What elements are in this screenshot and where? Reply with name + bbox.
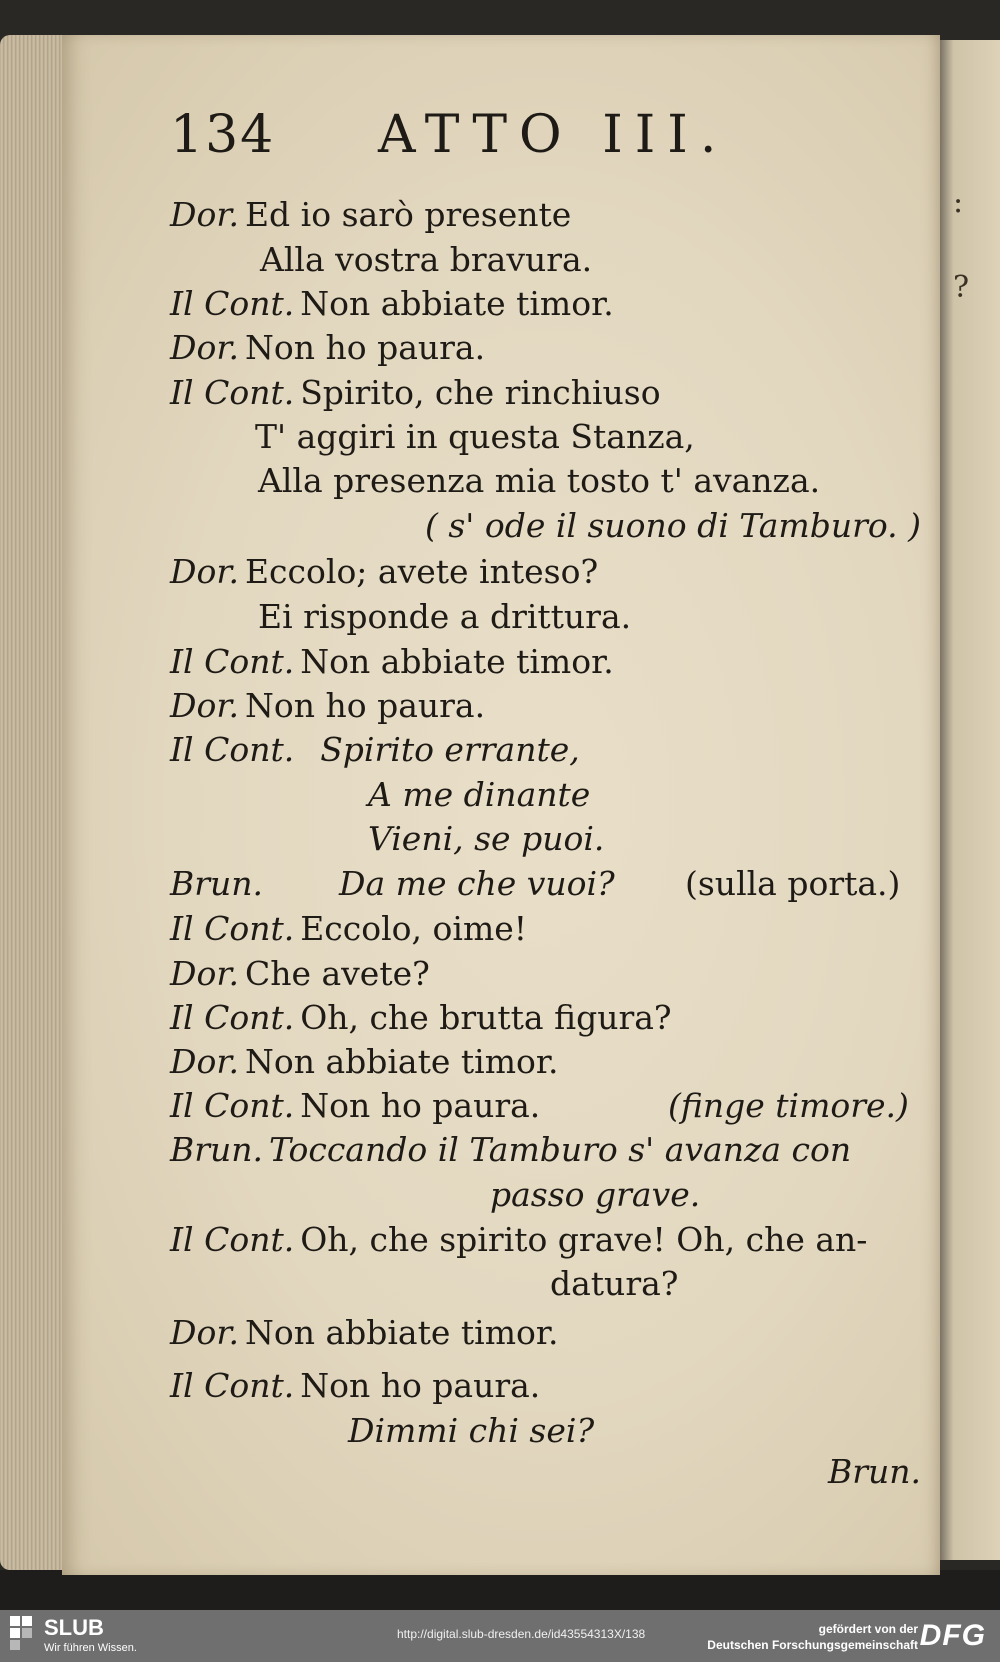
script-line [258,461,820,501]
line-text: Oh, che spirito grave! Oh, che an- [300,1220,868,1259]
speaker: Dor. [170,1313,239,1352]
script-line [258,597,631,637]
script-line [170,1042,559,1082]
line-text: Spirito errante, [320,730,580,769]
line-text: passo grave. [490,1175,701,1214]
speaker: Dor. [170,686,239,725]
script-line [170,1313,559,1353]
speaker: Brun. [170,864,264,903]
line-text: Non ho paura. [300,1366,541,1405]
speaker: Il Cont. [170,1220,295,1259]
script-line [170,1130,851,1170]
viewer-footer [0,1610,1000,1662]
line-text: datura? [550,1264,679,1303]
script-line [170,1086,540,1126]
script-line [368,819,604,859]
line-text: Ei risponde a drittura. [258,597,632,636]
speaker: Il Cont. [170,642,295,681]
page-number: 134 [170,105,276,165]
speaker: Il Cont. [170,1366,295,1405]
line-text: Alla presenza mia tosto t' avanza. [258,461,821,500]
facing-page-mark: ? [953,270,970,305]
speaker: Dor. [170,954,239,993]
facing-page-edge [938,40,1000,1560]
line-text: Non ho paura. [244,328,486,367]
dfg-logo: DFG [919,1619,986,1652]
line-text: Eccolo; avete inteso? [244,552,599,591]
script-line [170,909,527,949]
scan-border [0,1570,1000,1610]
facing-page-mark: : [953,185,964,220]
script-line [170,954,430,994]
line-text: Da me che vuoi? [339,864,615,903]
script-line [255,417,695,457]
stage-direction [425,506,921,546]
speaker: Dor. [170,328,239,367]
script-line [348,1411,594,1451]
permalink[interactable]: http://digital.slub-dresden.de/id43554313X/138 [397,1627,646,1641]
script-line [170,1366,540,1406]
script-line [170,686,485,726]
funding-note: gefördert von der Deutschen Forschungsgemeinschaft [707,1622,918,1652]
slub-logo-name: SLUB [44,1615,104,1640]
slub-logo-icon [10,1616,46,1652]
line-text: Dimmi chi sei? [348,1411,595,1450]
script-line [550,1264,678,1304]
line-text: Eccolo, oime! [300,909,528,948]
speaker: Dor. [170,1042,239,1081]
script-line [260,240,592,280]
speaker: Il Cont. [170,730,295,769]
catchword: Brun. [828,1452,922,1491]
script-line [170,328,485,368]
line-text: Non abbiate timor. [244,1042,559,1081]
script-line [170,1220,867,1260]
line-text: Oh, che brutta figura? [300,998,672,1037]
speaker: Dor. [170,552,239,591]
line-text: Vieni, se puoi. [368,819,605,858]
line-text: Alla vostra bravura. [260,240,593,279]
stage-direction: (sulla porta.) [685,864,901,903]
speaker: Il Cont. [170,373,295,412]
line-text: Non ho paura. [300,1086,541,1125]
line-text: Non abbiate timor. [300,642,614,681]
line-text: Non abbiate timor. [300,284,614,323]
script-line [170,373,661,413]
script-line [490,1175,700,1215]
slub-tagline: Wir führen Wissen. [44,1642,137,1654]
line-text: Ed io sarò presente [244,195,572,234]
line-text: T' aggiri in questa Stanza, [255,417,695,456]
script-line [170,864,615,904]
speaker: Il Cont. [170,1086,295,1125]
script-line [170,552,598,592]
line-text: Toccando il Tamburo s' avanza con [269,1130,852,1169]
script-line [170,998,672,1038]
speaker: Dor. [170,195,239,234]
line-text: Spirito, che rinchiuso [300,373,661,412]
stage-direction: (finge timore.) [668,1086,909,1125]
speaker: Il Cont. [170,284,295,323]
script-line [170,284,614,324]
script-line [170,730,580,770]
line-text: A me dinante [368,775,591,814]
line-text: Non ho paura. [244,686,486,725]
line-text: Che avete? [244,954,430,993]
speaker: Il Cont. [170,998,295,1037]
script-line [170,642,614,682]
speaker: Il Cont. [170,909,295,948]
line-text: ( s' ode il suono di Tamburo. ) [425,506,922,545]
script-line [170,195,571,235]
script-line [368,775,590,815]
line-text: Non abbiate timor. [244,1313,559,1352]
speaker: Brun. [170,1130,264,1169]
running-head: ATTO III. [378,105,729,165]
